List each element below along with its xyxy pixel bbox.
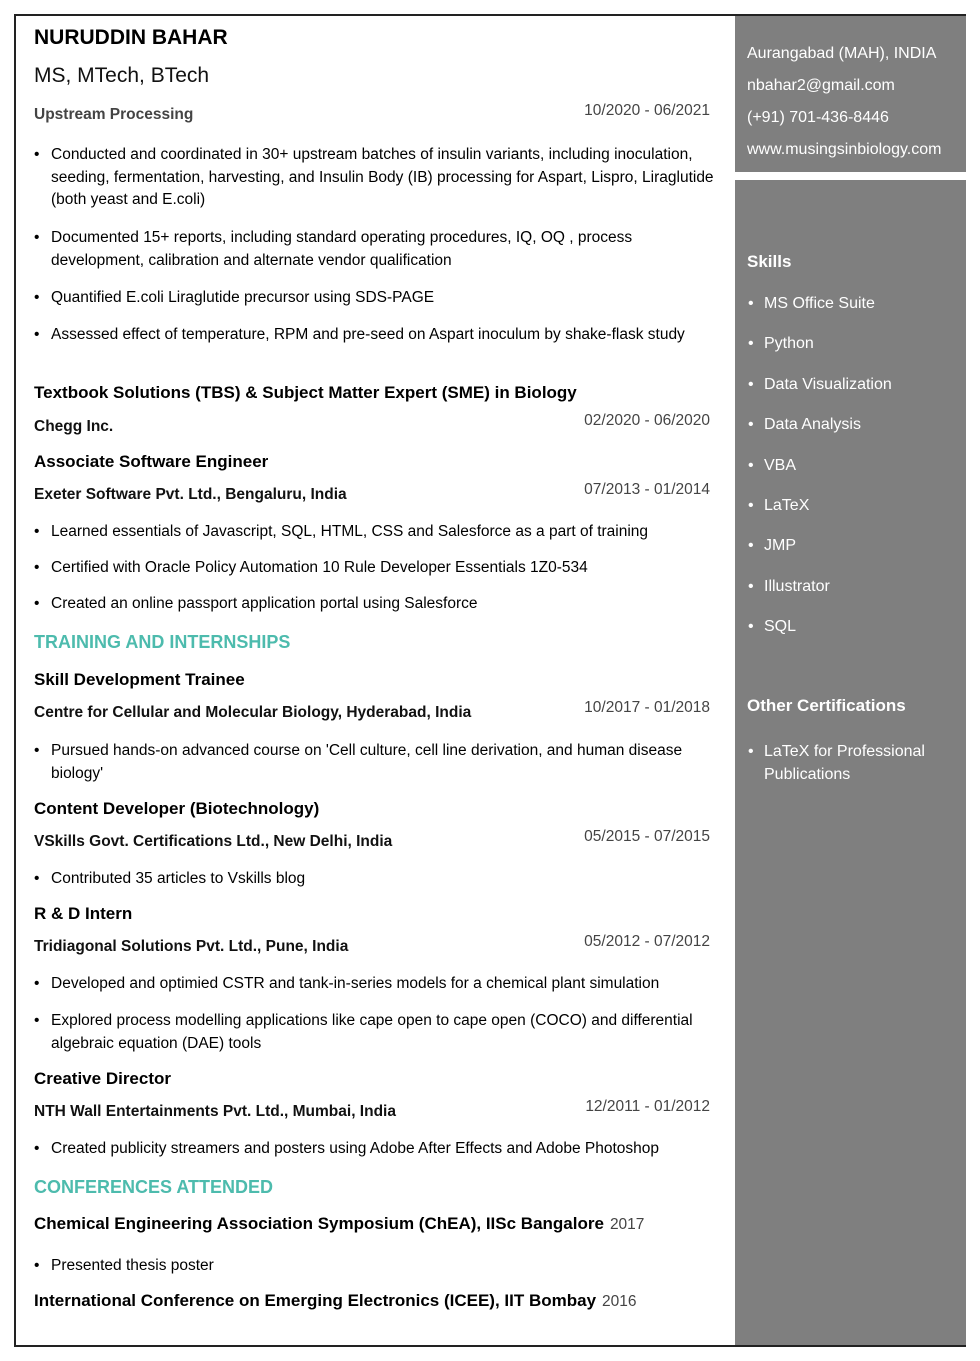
job-dates: 10/2020 - 06/2021 [584, 102, 710, 119]
certification-item: • LaTeX for Professional Publications [747, 740, 957, 786]
job-dates: 12/2011 - 01/2012 [585, 1098, 710, 1115]
job-dates: 07/2013 - 01/2014 [584, 481, 710, 498]
skill-item: • Data Analysis [747, 415, 892, 455]
job-org: Tridiagonal Solutions Pvt. Ltd., Pune, India [34, 938, 349, 955]
certifications-heading: Other Certifications [747, 696, 906, 715]
job-bullet: • Pursued hands-on advanced course on 'Cell culture, cell line derivation, and human disease biology' [34, 740, 724, 785]
skill-item: • MS Office Suite [747, 294, 892, 334]
job-org: VSkills Govt. Certifications Ltd., New Delhi, India [34, 833, 393, 850]
job-bullet: • Created an online passport application portal using Salesforce [34, 593, 724, 616]
conference-item [34, 1214, 644, 1234]
conference-bullet: • Presented thesis poster [34, 1255, 724, 1278]
job-dates: 05/2015 - 07/2015 [584, 828, 710, 845]
skill-item: • Illustrator [747, 577, 892, 617]
conference-year: 2017 [609, 1216, 645, 1233]
job-bullet: • Created publicity streamers and posters using Adobe After Effects and Adobe Photoshop [34, 1138, 724, 1161]
job-role: R & D Intern [34, 904, 133, 923]
job-bullet: • Documented 15+ reports, including standard operating procedures, IQ, OQ , process development, calibration and alternate vendor qualification [34, 227, 724, 272]
job-dates: 10/2017 - 01/2018 [584, 699, 710, 716]
candidate-name: NURUDDIN BAHAR [34, 26, 228, 49]
skills-panel [735, 180, 966, 1345]
conference-title: Chemical Engineering Association Symposium (ChEA), IISc Bangalore [34, 1214, 604, 1233]
candidate-degrees: MS, MTech, BTech [34, 64, 210, 87]
sidebar-divider [735, 172, 966, 180]
job-bullet: • Developed and optimied CSTR and tank-in-series models for a chemical plant simulation [34, 973, 724, 996]
certifications-list [747, 740, 957, 786]
job-bullet: • Learned essentials of Javascript, SQL, HTML, CSS and Salesforce as a part of training [34, 521, 724, 544]
skills-heading: Skills [747, 252, 792, 271]
job-dates: 05/2012 - 07/2012 [584, 933, 710, 950]
job-bullet: • Quantified E.coli Liraglutide precursor using SDS-PAGE [34, 287, 724, 310]
job-role: Textbook Solutions (TBS) & Subject Matter Expert (SME) in Biology [34, 383, 577, 402]
skill-item: • JMP [747, 536, 892, 576]
skill-item: • LaTeX [747, 496, 892, 536]
contact-website: www.musingsinbiology.com [747, 141, 942, 158]
skill-item: • Python [747, 334, 892, 374]
job-role: Creative Director [34, 1069, 172, 1088]
contact-email: nbahar2@gmail.com [747, 77, 895, 94]
job-bullet: • Explored process modelling applications like cape open to cape open (COCO) and differential algebraic equation (DAE) tools [34, 1010, 724, 1055]
contact-phone: (+91) 701-436-8446 [747, 109, 889, 126]
job-role: Content Developer (Biotechnology) [34, 799, 320, 818]
job-org: Chegg Inc. [34, 418, 114, 435]
job-role: Associate Software Engineer [34, 452, 269, 471]
section-heading-conferences: CONFERENCES ATTENDED [34, 1177, 274, 1197]
contact-panel [735, 16, 966, 172]
job-org: Exeter Software Pvt. Ltd., Bengaluru, India [34, 486, 347, 503]
skill-item: • Data Visualization [747, 375, 892, 415]
job-bullet: • Assessed effect of temperature, RPM and pre-seed on Aspart inoculum by shake-flask study [34, 324, 724, 347]
skill-item: • SQL [747, 617, 892, 657]
sidebar [735, 16, 966, 1345]
conference-title: International Conference on Emerging Electronics (ICEE), IIT Bombay [34, 1291, 597, 1310]
job-bullet: • Certified with Oracle Policy Automation 10 Rule Developer Essentials 1Z0-534 [34, 557, 724, 580]
job-org: Centre for Cellular and Molecular Biology, Hyderabad, India [34, 704, 472, 721]
contact-location: Aurangabad (MAH), INDIA [747, 45, 937, 62]
section-heading-training: TRAINING AND INTERNSHIPS [34, 632, 291, 652]
job-bullet: • Contributed 35 articles to Vskills blog [34, 868, 724, 891]
job-org: Upstream Processing [34, 106, 194, 123]
skills-list [747, 294, 892, 658]
skill-item: • VBA [747, 456, 892, 496]
job-role: Skill Development Trainee [34, 670, 245, 689]
conference-year: 2016 [602, 1293, 637, 1310]
job-bullet: • Conducted and coordinated in 30+ upstream batches of insulin variants, including inoculation, seeding, fermentation, harvesting, and Insulin Body (IB) processing for Aspart, Lispro, Liraglutide (both yeast and E.coli) [34, 144, 724, 212]
job-dates: 02/2020 - 06/2020 [584, 412, 710, 429]
job-org: NTH Wall Entertainments Pvt. Ltd., Mumbai, India [34, 1103, 396, 1120]
conference-item [34, 1291, 637, 1311]
